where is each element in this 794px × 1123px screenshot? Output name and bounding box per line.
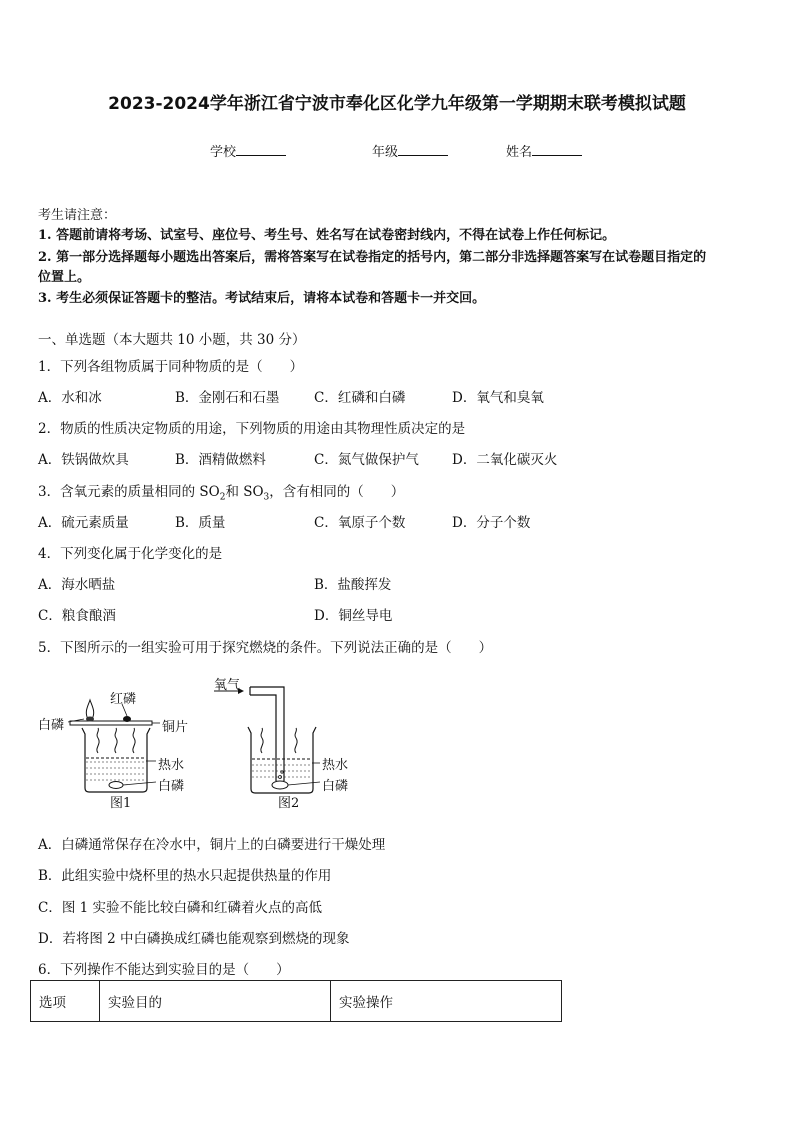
steam-icon <box>261 728 263 753</box>
label-hot-water: 热水 <box>158 758 185 773</box>
q2-option-a: A．铁锅做炊具 <box>38 452 129 468</box>
q1-option-c: C．红磷和白磷 <box>314 390 406 406</box>
figure-1-caption: 图1 <box>110 796 132 811</box>
school-field[interactable] <box>210 141 286 160</box>
notice-item: 1. 答题前请将考场、试室号、座位号、考生号、姓名写在试卷密封线内，不得在试卷上作任何标记。 <box>38 228 616 243</box>
gas-tube <box>250 687 284 781</box>
submerged-white-phosphorus <box>272 781 288 789</box>
question-4-stem: 4．下列变化属于化学变化的是 <box>38 546 223 562</box>
q4-option-a: A．海水晒盐 <box>38 577 116 593</box>
gas-tube <box>250 695 276 781</box>
steam-icon <box>115 728 117 753</box>
q3-option-d: D．分子个数 <box>452 515 531 531</box>
q5-option-d: D．若将图 2 中白磷换成红磷也能观察到燃烧的现象 <box>38 931 350 947</box>
q4-option-d: D．铜丝导电 <box>314 608 393 624</box>
q2-option-c: C．氮气做保护气 <box>314 452 419 468</box>
table-row <box>31 981 562 1022</box>
leader-line <box>288 782 320 785</box>
steam-icon <box>295 728 297 753</box>
page-title: 2023-2024学年浙江省宁波市奉化区化学九年级第一学期期末联考模拟试题 <box>108 94 686 114</box>
notice-item: 位置上。 <box>38 270 91 285</box>
steam-icon <box>133 728 135 753</box>
q3-stem-part: 3．含氧元素的质量相同的 SO <box>38 484 220 500</box>
table-header-cell: 实验操作 <box>331 981 562 1022</box>
label-red-phosphorus: 红磷 <box>110 692 137 707</box>
q3-stem-part: 和 SO <box>225 484 264 500</box>
q3-option-c: C．氧原子个数 <box>314 515 406 531</box>
notice-heading: 考生请注意： <box>38 208 117 223</box>
grade-field[interactable] <box>372 141 448 160</box>
question-6-stem: 6．下列操作不能达到实验目的是（ ） <box>38 962 290 978</box>
q1-option-d: D．氧气和臭氧 <box>452 390 544 406</box>
section-heading: 一、单选题（本大题共 10 小题，共 30 分） <box>38 332 306 348</box>
leader-line <box>123 782 156 785</box>
q3-stem-part: ，含有相同的（ ） <box>269 484 405 500</box>
question-5-stem: 5．下图所示的一组实验可用于探究燃烧的条件。下列说法正确的是（ ） <box>38 640 493 656</box>
q3-option-a: A．硫元素质量 <box>38 515 129 531</box>
flame-icon <box>86 700 93 719</box>
steam-icon <box>97 728 99 753</box>
label-oxygen: 氧气 <box>214 678 241 693</box>
white-phosphorus-lump <box>86 717 94 722</box>
table-header-cell: 选项 <box>31 981 100 1022</box>
table-header-cell: 实验目的 <box>100 981 331 1022</box>
q5-option-a: A．白磷通常保存在冷水中，铜片上的白磷要进行干燥处理 <box>38 837 386 853</box>
bubble-icon <box>281 771 283 773</box>
q3-option-b: B．质量 <box>175 515 226 531</box>
red-phosphorus-lump <box>123 716 131 722</box>
figure-2-caption: 图2 <box>278 796 300 811</box>
q3-subscript: 3 <box>263 492 270 503</box>
q4-option-c: C．粮食酿酒 <box>38 608 116 624</box>
label-copper-plate: 铜片 <box>162 720 189 735</box>
q4-option-b: B．盐酸挥发 <box>314 577 392 593</box>
question-2-stem: 2．物质的性质决定物质的用途，下列物质的用途由其物理性质决定的是 <box>38 421 466 437</box>
copper-plate <box>70 721 152 725</box>
experiment-table <box>30 980 562 1022</box>
q1-option-a: A．水和冰 <box>38 390 102 406</box>
label-white-phosphorus: 白磷 <box>38 718 65 733</box>
q2-option-d: D．二氧化碳灭火 <box>452 452 558 468</box>
label-hot-water: 热水 <box>322 758 349 773</box>
label-white-phosphorus: 白磷 <box>322 779 349 794</box>
label-white-phosphorus: 白磷 <box>158 779 185 794</box>
name-label: 姓名 <box>506 145 533 160</box>
notice-item: 2. 第一部分选择题每小题选出答案后，需将答案写在试卷指定的括号内，第二部分非选择题答案写在试卷题目指定的 <box>38 250 707 265</box>
q5-option-b: B．此组实验中烧杯里的热水只起提供热量的作用 <box>38 868 332 884</box>
grade-label: 年级 <box>372 145 399 160</box>
question-1-stem: 1．下列各组物质属于同种物质的是（ ） <box>38 359 304 375</box>
school-label: 学校 <box>210 145 237 160</box>
q3-subscript: 2 <box>219 492 226 503</box>
q1-option-b: B．金刚石和石墨 <box>175 390 280 406</box>
name-field[interactable] <box>506 141 582 160</box>
notice-item: 3. 考生必须保证答题卡的整洁。考试结束后，请将本试卷和答题卡一并交回。 <box>38 291 486 306</box>
q2-option-b: B．酒精做燃料 <box>175 452 266 468</box>
question-3-stem <box>38 480 404 503</box>
submerged-white-phosphorus <box>109 782 123 789</box>
q5-option-c: C．图 1 实验不能比较白磷和红磷着火点的高低 <box>38 900 323 916</box>
